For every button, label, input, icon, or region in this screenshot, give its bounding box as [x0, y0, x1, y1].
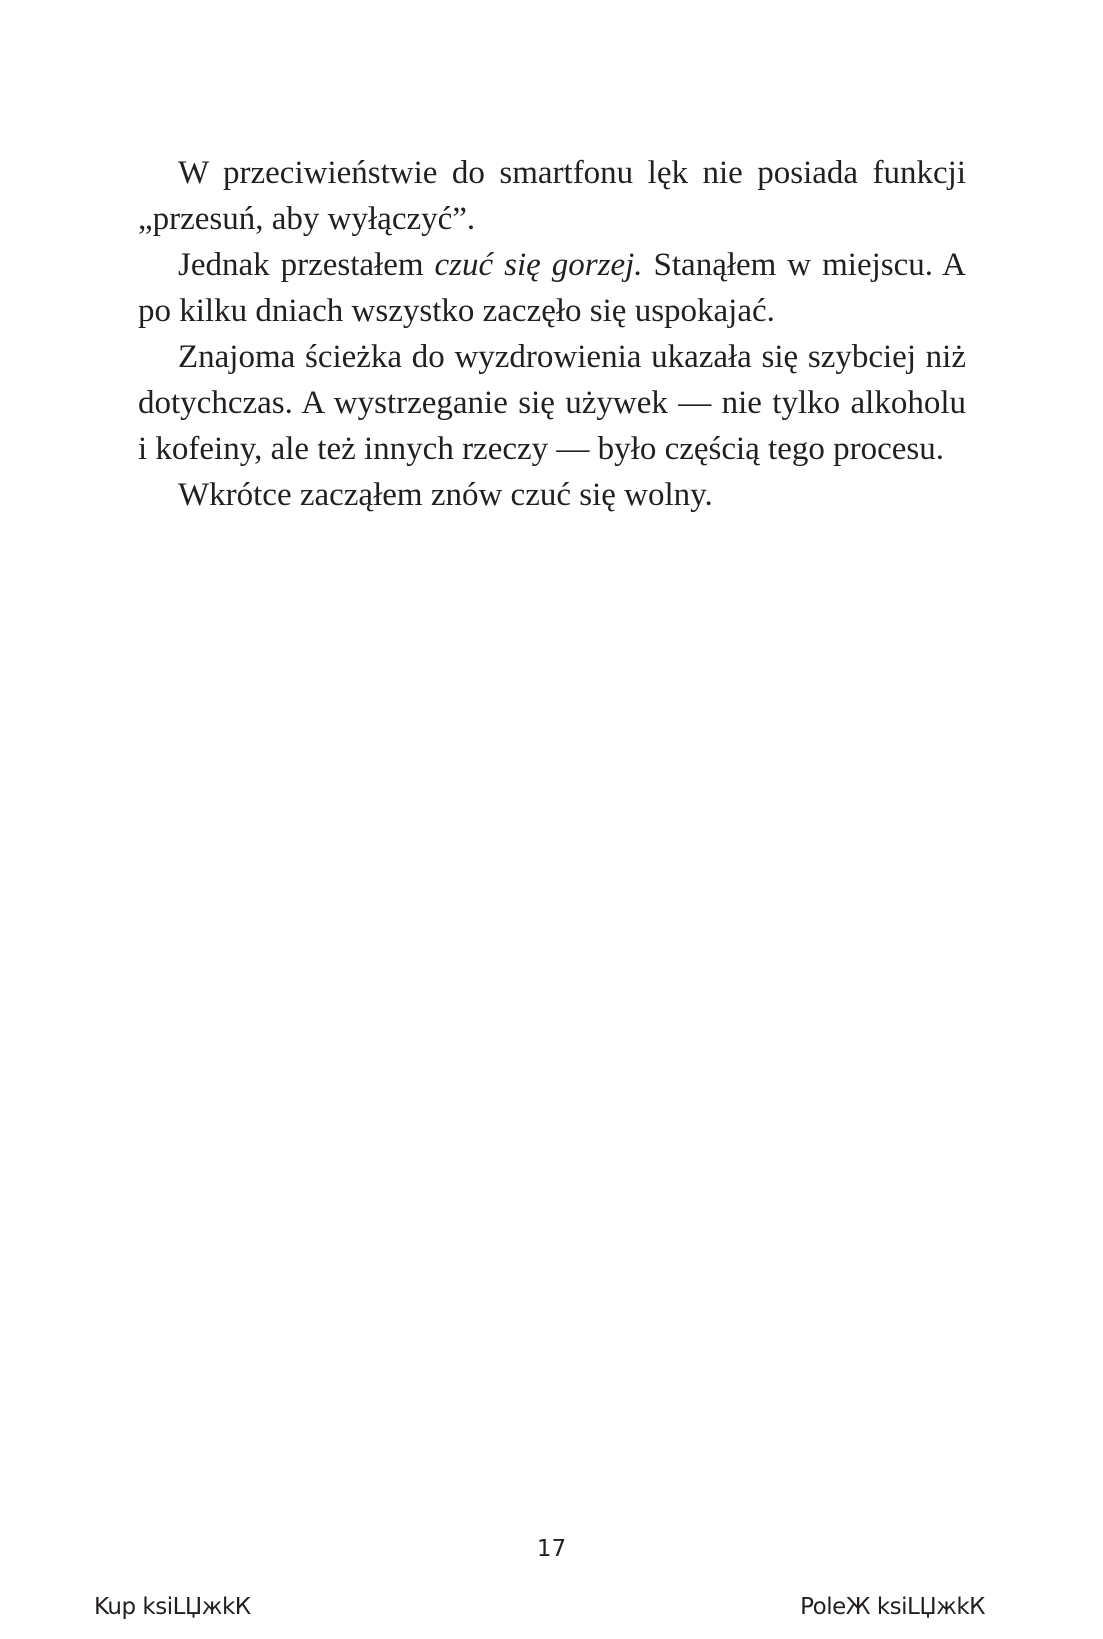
page-number: 17 — [536, 1536, 567, 1562]
paragraph-2 — [138, 242, 966, 334]
body-text — [138, 150, 966, 518]
buy-book-link[interactable]: Kup ksiLЏжkК — [94, 1594, 251, 1620]
paragraph-3: Znajoma ścieżka do wyzdrowienia ukazała się szybciej niż dotychczas. A wystrzeganie się używek — nie tylko alkoholu i kofeiny, ale też innych rzeczy — było częścią tego procesu. — [138, 339, 966, 467]
paragraph-4: Wkrótce zacząłem znów czuć się wolny. — [178, 477, 713, 513]
paragraph-2-text-end: Stanąłem w miejscu. A po kilku dniach wszystko zaczęło się uspokajać. — [138, 247, 967, 329]
paragraph-1: W przeciwieństwie do smartfonu lęk nie posiada funkcji „przesuń, aby wyłączyć”. — [138, 155, 966, 237]
paragraph-2-italic-phrase: czuć się gorzej. — [434, 247, 643, 283]
recommend-book-link[interactable]: PoleЖ ksiLЏжkК — [800, 1594, 985, 1620]
paragraph-2-text-start: Jednak przestałem — [178, 247, 435, 283]
